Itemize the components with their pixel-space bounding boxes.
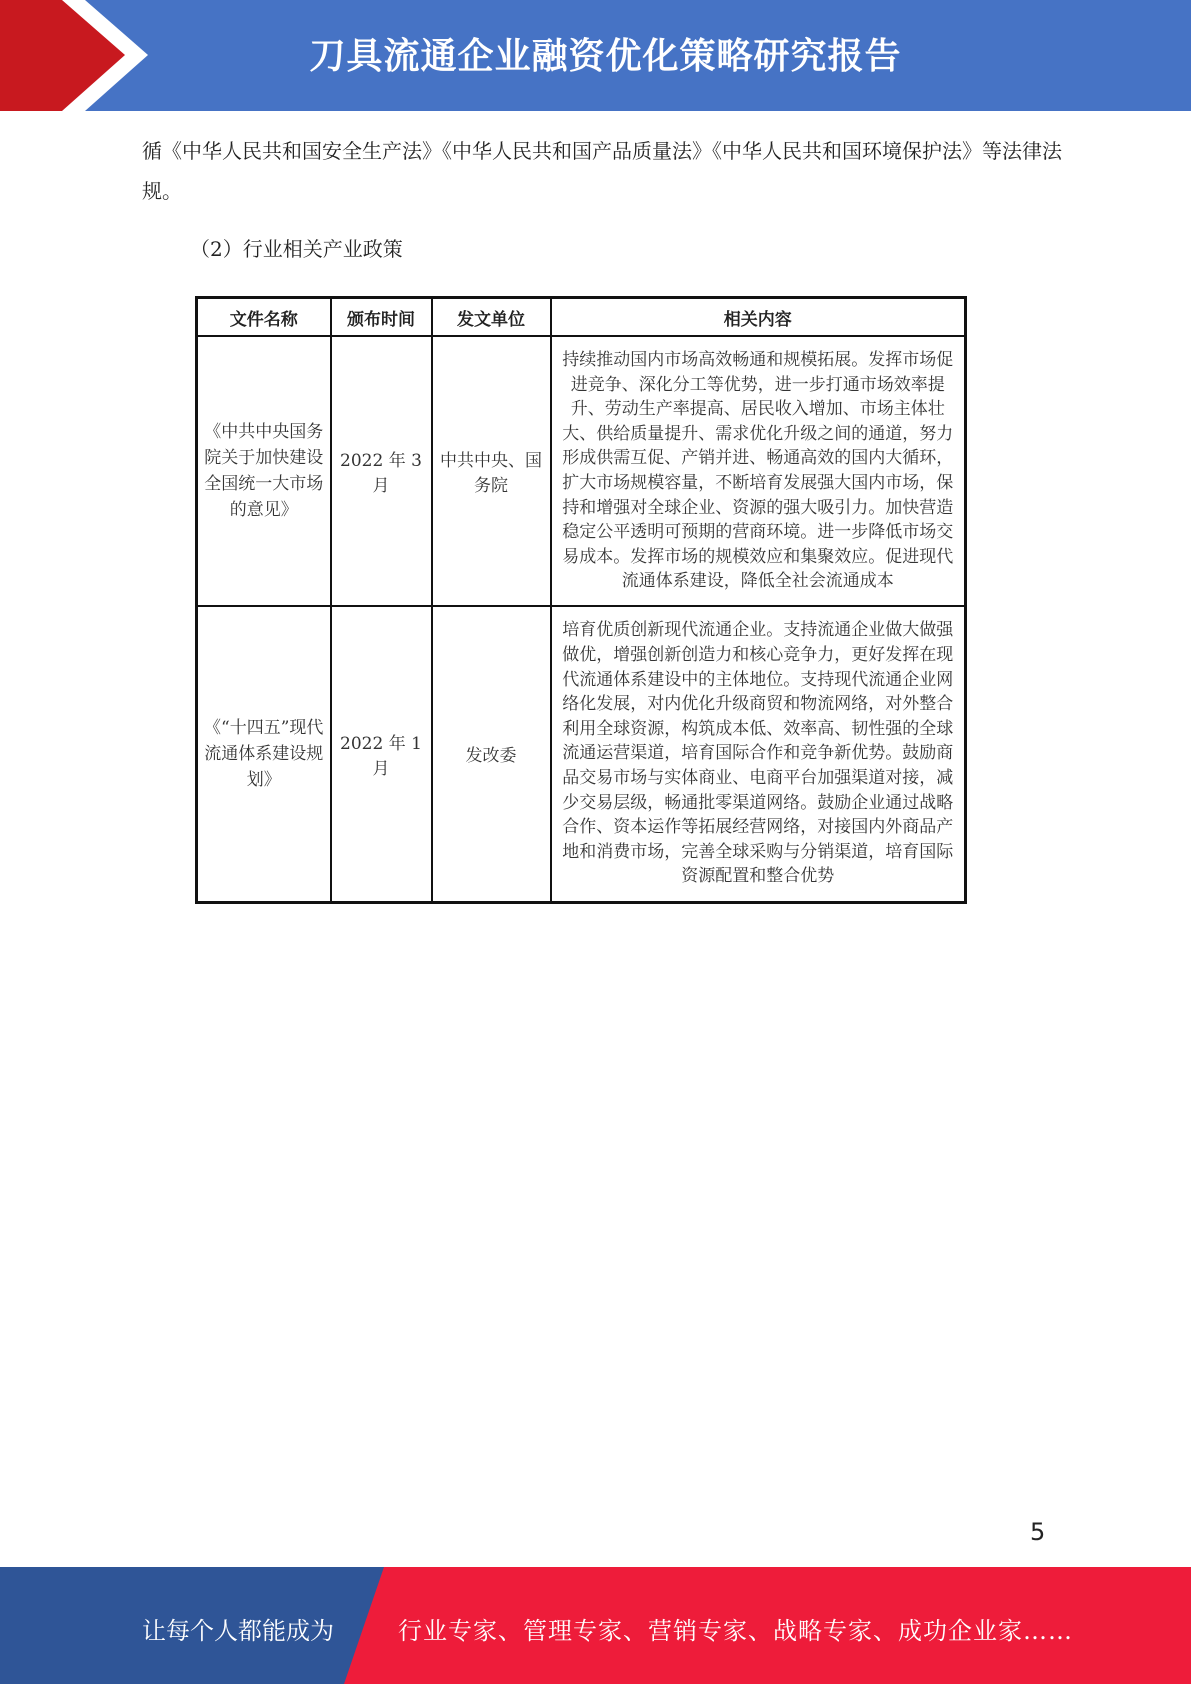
cell-issuer: 发改委 <box>432 606 551 902</box>
page-header <box>0 0 1191 111</box>
report-title: 刀具流通企业融资优化策略研究报告 <box>309 36 902 77</box>
cell-issuer: 中共中央、国务院 <box>432 336 551 606</box>
table-row <box>197 606 966 902</box>
page-number: 5 <box>1030 1518 1046 1546</box>
body-paragraph: 循《中华人民共和国安全生产法》《中华人民共和国产品质量法》《中华人民共和国环境保护法》等法律法规。 <box>142 139 1062 203</box>
header-content: 相关内容 <box>551 298 966 337</box>
cell-issue-date: 2022 年 3 月 <box>331 336 432 606</box>
page-footer <box>0 1567 1191 1684</box>
cell-issue-date: 2022 年 1 月 <box>331 606 432 902</box>
footer-slogan-left: 让每个人都能成为 <box>142 1617 334 1645</box>
section-subheading: （2）行业相关产业政策 <box>190 237 403 261</box>
header-file-name: 文件名称 <box>197 298 331 337</box>
cell-content: 培育优质创新现代流通企业。支持流通企业做大做强做优，增强创新创造力和核心竞争力，更好发挥在现代流通体系建设中的主体地位。支持现代流通企业网络化发展，对内优化升级商贸和物流网络，对外整合利用全球资源，构筑成本低、效率高、韧性强的全球流通运营渠道，培育国际合作和竞争新优势。鼓励商品交易市场与实体商业、电商平台加强渠道对接，减少交易层级，畅通批零渠道网络。鼓励企业通过战略合作、资本运作等拓展经营网络，对接国内外商品产地和消费市场，完善全球采购与分销渠道，培育国际资源配置和整合优势 <box>551 606 966 902</box>
table-row <box>197 336 966 606</box>
header-issuer: 发文单位 <box>432 298 551 337</box>
cell-file-name: 《“十四五”现代流通体系建设规划》 <box>197 606 331 902</box>
policy-table <box>195 296 967 904</box>
cell-file-name: 《中共中央国务院关于加快建设全国统一大市场的意见》 <box>197 336 331 606</box>
footer-slogan-right: 行业专家、管理专家、营销专家、战略专家、成功企业家…… <box>398 1617 1073 1645</box>
table-header-row <box>197 298 966 337</box>
cell-content: 持续推动国内市场高效畅通和规模拓展。发挥市场促进竞争、深化分工等优势，进一步打通市场效率提升、劳动生产率提高、居民收入增加、市场主体壮大、供给质量提升、需求优化升级之间的通道，努力形成供需互促、产销并进、畅通高效的国内大循环，扩大市场规模容量，不断培育发展强大国内市场，保持和增强对全球企业、资源的强大吸引力。加快营造稳定公平透明可预期的营商环境。进一步降低市场交易成本。发挥市场的规模效应和集聚效应。促进现代流通体系建设，降低全社会流通成本 <box>551 336 966 606</box>
header-issue-date: 颁布时间 <box>331 298 432 337</box>
